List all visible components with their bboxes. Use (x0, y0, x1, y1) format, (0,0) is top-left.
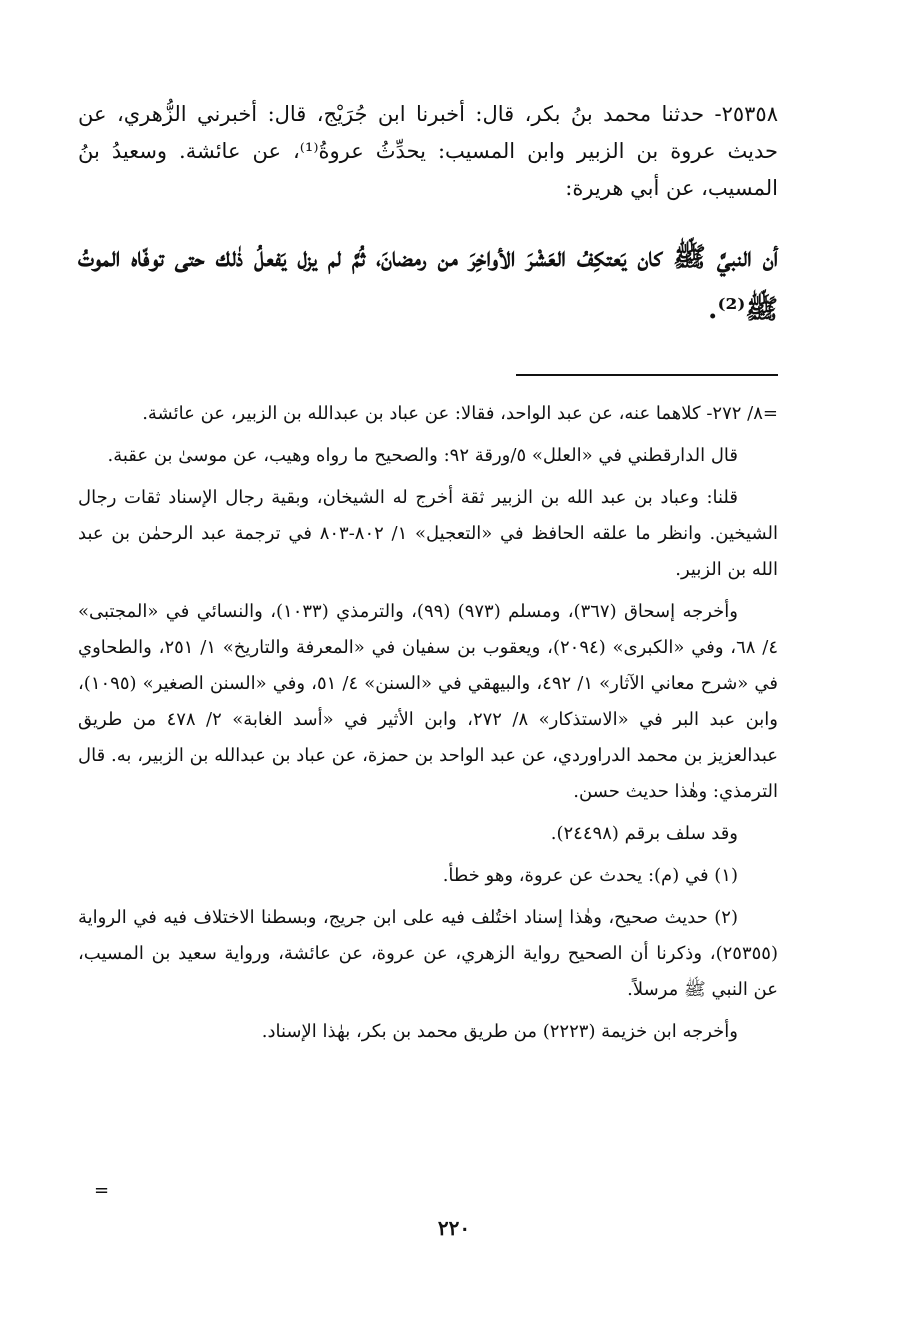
footnote-2-continuation: وأخرجه ابن خزيمة (٢٢٢٣) من طريق محمد بن بكر، بهٰذا الإسناد. (261, 1021, 738, 1042)
footnote-2: (٢) حديث صحيح، وهٰذا إسناد اختُلف فيه على ابن جريج، وبسطنا الاختلاف فيه في الرواية (٢٥٣٥٥)، وذكرنا أن الصحيح رواية الزهري، عن عروة، عن عائشة، ورواية سعيد بن المسيب، عن النبي ﷺ مرسلاً. (78, 907, 778, 1000)
footnote-salafa-paragraph: وقد سلف برقم (٢٤٤٩٨). (550, 823, 738, 844)
footnote-continuation-paragraph: =٨/ ٢٧٢- كلاهما عنه، عن عبد الواحد، فقالا: عن عباد بن عبدالله بن الزبير، عن عائشة. (142, 403, 778, 424)
footnote-qulna-paragraph: قلنا: وعباد بن عبد الله بن الزبير ثقة أخرج له الشيخان، وبقية رجال الإسناد ثقات رجال الشيخين. وانظر ما علقه الحافظ في «التعجيل» ١/ ٨٠٢-٨٠٣ في ترجمة عبد الرحمٰن بن عبد الله بن الزبير. (78, 487, 778, 580)
page-number: ٢٢٠ (437, 1216, 471, 1240)
hadith-isnad-paragraph: ٢٥٣٥٨- حدثنا محمد بنُ بكر، قال: أخبرنا ابن جُرَيْج، قال: أخبرني الزُّهري، عن حديث عروة بن الزبير وابن المسيب: يحدِّثُ عروةُ⁽¹⁾، عن عائشة. وسعيدُ بنُ المسيب، عن أبي هريرة: (78, 102, 778, 200)
footnote-separator-rule (516, 374, 778, 376)
footnotes-section (78, 396, 778, 1056)
footnote-1: (١) في (م): يحدث عن عروة، وهو خطأ. (442, 865, 738, 886)
footnote-takhrij-paragraph: وأخرجه إسحاق (٣٦٧)، ومسلم (٩٧٣) (٩٩)، والترمذي (١٠٣٣)، والنسائي في «المجتبى» ٤/ ٦٨، وفي «الكبرى» (٢٠٩٤)، ويعقوب بن سفيان في «المعرفة والتاريخ» ١/ ٢٥١، والطحاوي في «شرح معاني الآثار» ١/ ٤٩٢، والبيهقي في «السنن» ٤/ ٥١، وفي «السنن الصغير» (١٠٩٥)، وابن عبد البر في «الاستذكار» ٨/ ٢٧٢، وابن الأثير في «أسد الغابة» ٢/ ٤٧٨ من طريق عبدالعزيز بن محمد الدراوردي، عن عبد الواحد بن حمزة، عن عباد بن عبدالله بن الزبير، به. قال الترمذي: وهٰذا حديث حسن. (78, 601, 779, 802)
footnote-daraqutni-paragraph: قال الدارقطني في «العلل» ٥/ورقة ٩٢: والصحيح ما رواه وهيب، عن موسىٰ بن عقبة. (107, 445, 738, 466)
continuation-end-mark: = (94, 1180, 110, 1201)
hadith-matn-paragraph: أن النبيَّ ﷺ كان يَعتكِفُ العَشْرَ الأواخِرَ من رمضانَ، ثُمَّ لم يزل يَفعلُ ذٰلك حتى توفّاه الموتُ ﷺ⁽²⁾. (78, 242, 778, 325)
